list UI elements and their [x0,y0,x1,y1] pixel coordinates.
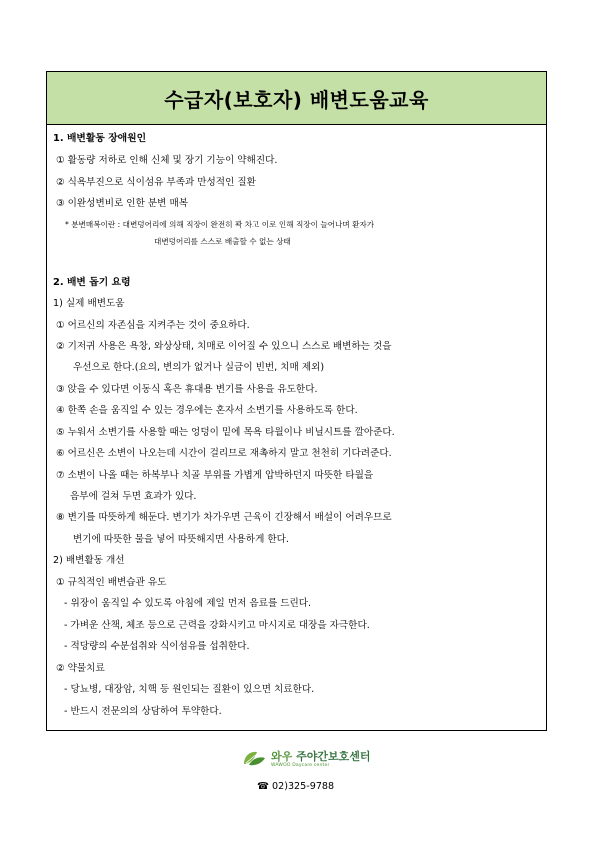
list-item: - 적당량의 수분섭취와 식이섬유를 섭취한다. [64,641,250,652]
page-title: 수급자(보호자) 배변도움교육 [164,87,429,112]
list-item: 변기에 따뜻한 물을 넣어 따뜻해지면 사용하게 한다. [73,534,289,545]
section1-heading: 1. 배변활동 장애원인 [53,133,147,144]
list-item: ④ 한쪽 손을 움직일 수 있는 경우에는 혼자서 소변기를 사용하도록 한다. [56,405,358,416]
list-item: ⑧ 변기를 따뜻하게 해둔다. 변기가 차가우면 근육이 긴장해서 배설이 어려우므로 [56,512,392,523]
list-item: 음부에 걸쳐 두면 효과가 있다. [70,491,197,502]
title-bar [47,72,546,125]
phone-number: ☎ 02)325-9788 [257,781,335,792]
document-box [46,71,547,731]
section2-heading: 2. 배변 돕기 요령 [53,277,131,288]
logo-brand: 와우 [271,750,293,763]
list-item: ⑤ 누워서 소변기를 사용할 때는 엉덩이 밑에 목욕 타월이나 비닐시트를 깔아준다. [56,427,395,438]
section1-item: ② 식욕부진으로 식이섬유 부족과 만성적인 질환 [56,177,256,188]
section1-item: ③ 이완성변비로 인한 분변 매복 [56,198,189,209]
subsection-title: 1) 실제 배변도움 [53,298,125,309]
logo-center-name: 주야간보호센터 [296,750,371,763]
logo-name [271,748,371,764]
list-item: ② 약물치료 [56,663,105,674]
note-line: 대변덩어리를 스스로 배출할 수 없는 상태 [154,237,291,246]
note-line: * 분변매복이란 : 대변덩어리에 의해 직장이 완전히 꽉 차고 이로 인해 직장이 늘어나며 환자가 [65,220,375,229]
subsection-title: 2) 배변활동 개선 [53,555,125,566]
logo-text [271,748,371,768]
list-item: - 당뇨병, 대장암, 치핵 등 원인되는 질환이 있으면 치료한다. [64,684,315,695]
list-item: - 가벼운 산책, 체조 등으로 근력을 강화시키고 마시지로 대장을 자극한다. [64,620,370,631]
list-item: - 위장이 움직일 수 있도록 아침에 제일 먼저 음료를 드린다. [64,598,312,609]
list-item: ① 어르신의 자존심을 지켜주는 것이 중요하다. [56,320,250,331]
section1-item: ① 활동량 저하로 인해 신체 및 장기 기능이 약해진다. [56,155,278,166]
list-item: ⑦ 소변이 나올 때는 하복부나 치골 부위를 가볍게 압박하던지 따뜻한 타월을 [56,470,374,481]
list-item: ① 규칙적인 배변습관 유도 [56,577,167,588]
list-item: - 반드시 전문의의 상담하여 투약한다. [64,706,222,717]
list-item: ③ 앉을 수 있다면 이동식 혹은 휴대용 변기를 사용을 유도한다. [56,384,318,395]
leaf-logo-icon [240,748,268,768]
list-item: ⑥ 어르신은 소변이 나오는데 시간이 걸리므로 재촉하지 말고 천천히 기다려준다. [56,448,392,459]
logo-subtitle: WAWOO Daycare center [271,763,330,768]
center-logo [240,748,371,768]
list-item: ② 기저귀 사용은 욕창, 와상상태, 치매로 이어질 수 있으니 스스로 배변하는 것을 [56,341,392,352]
list-item: 우선으로 한다.(요의, 변의가 없거나 실금이 빈번, 치매 제외) [73,362,325,373]
